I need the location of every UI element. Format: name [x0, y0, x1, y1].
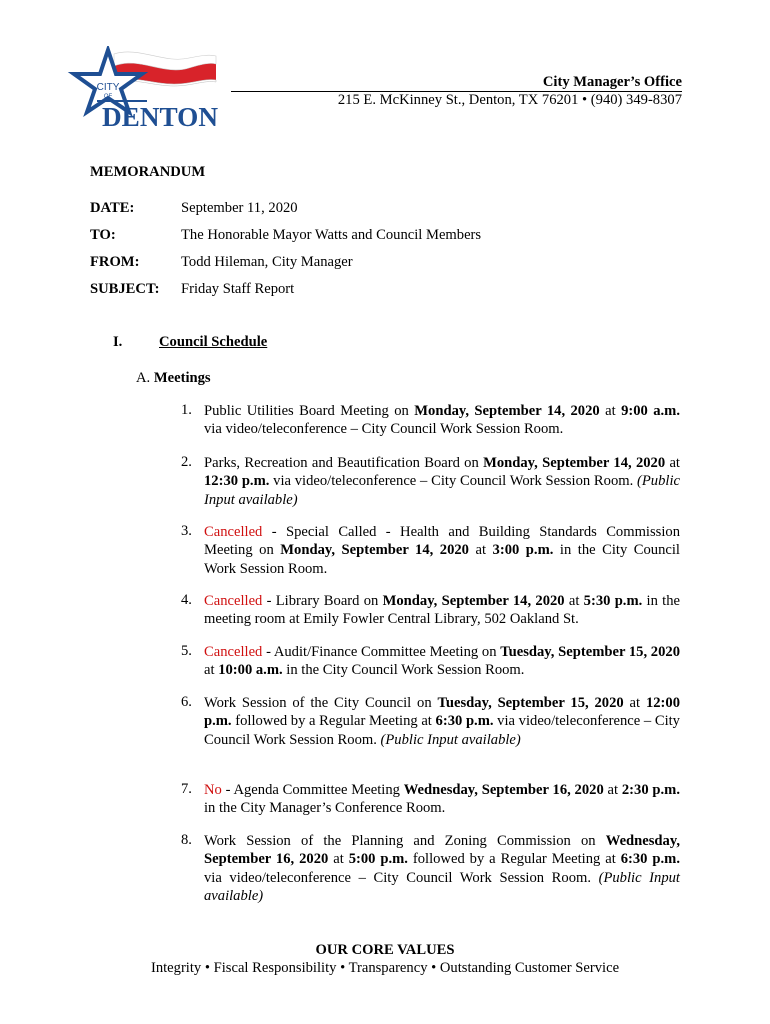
city-of-denton-logo: [64, 46, 220, 128]
section-number: I.: [113, 334, 123, 350]
office-name: City Manager’s Office: [542, 74, 682, 90]
item-5-number: 5.: [181, 643, 192, 659]
item-3-number: 3.: [181, 523, 192, 539]
item-6: Work Session of the City Council on Tuesday, September 15, 2020 at 12:00 p.m. followed by a Regular Meeting at 6:30 p.m. via video/teleconference – City Council Work Session Room. (Public Input available): [204, 695, 680, 748]
core-values-list: Integrity • Fiscal Responsibility • Transparency • Outstanding Customer Service: [150, 960, 620, 976]
to-value: The Honorable Mayor Watts and Council Members: [181, 227, 482, 243]
from-label: FROM:: [90, 254, 140, 270]
subsection-title: Meetings: [153, 370, 211, 386]
item-7-number: 7.: [181, 781, 192, 797]
item-8: Work Session of the Planning and Zoning Commission on Wednesday, September 16, 2020 at 5:00 p.m. followed by a Regular Meeting at 6:30 p.m. via video/teleconference – City Council Work Session Room. (Public Input available): [204, 833, 680, 905]
item-2-number: 2.: [181, 454, 192, 470]
logo-denton-text: DENTON: [102, 102, 219, 128]
item-7: No - Agenda Committee Meeting Wednesday, September 16, 2020 at 2:30 p.m. in the City Manager’s Conference Room.: [204, 782, 680, 817]
date-value: September 11, 2020: [181, 200, 298, 216]
item-7-status: No: [204, 782, 222, 798]
item-3-status: Cancelled: [204, 524, 263, 540]
item-3: Cancelled - Special Called - Health and Building Standards Commission Meeting on Monday, September 14, 2020 at 3:00 p.m. in the City Council Work Session Room.: [204, 524, 680, 577]
logo-of-text: OF: [103, 94, 113, 100]
item-8-number: 8.: [181, 832, 192, 848]
subject-value: Friday Staff Report: [181, 281, 295, 297]
logo-city-text: CITY: [96, 82, 120, 93]
item-4: Cancelled - Library Board on Monday, September 14, 2020 at 5:30 p.m. in the meeting room at Emily Fowler Central Library, 502 Oakland St.: [204, 593, 680, 628]
item-1: Public Utilities Board Meeting on Monday, September 14, 2020 at 9:00 a.m. via video/teleconference – City Council Work Session Room.: [204, 403, 680, 438]
item-2: Parks, Recreation and Beautification Board on Monday, September 14, 2020 at 12:30 p.m. via video/teleconference – City Council Work Session Room. (Public Input available): [204, 455, 680, 508]
date-label: DATE:: [90, 200, 135, 216]
from-value: Todd Hileman, City Manager: [181, 254, 353, 270]
item-4-status: Cancelled: [204, 593, 263, 609]
item-6-number: 6.: [181, 694, 192, 710]
subsection-letter: A.: [136, 370, 151, 386]
subsection-heading: [136, 370, 211, 387]
to-label: TO:: [90, 227, 116, 243]
office-address: 215 E. McKinney St., Denton, TX 76201 • (940) 349-8307: [337, 92, 682, 108]
memo-title: MEMORANDUM: [90, 164, 206, 180]
item-5-status: Cancelled: [204, 644, 263, 660]
item-5: Cancelled - Audit/Finance Committee Meeting on Tuesday, September 15, 2020 at 10:00 a.m. in the City Council Work Session Room.: [204, 644, 680, 679]
core-values-title: OUR CORE VALUES: [315, 942, 455, 958]
section-title: Council Schedule: [159, 334, 268, 350]
item-1-number: 1.: [181, 402, 192, 418]
item-4-number: 4.: [181, 592, 192, 608]
subject-label: SUBJECT:: [90, 281, 160, 297]
